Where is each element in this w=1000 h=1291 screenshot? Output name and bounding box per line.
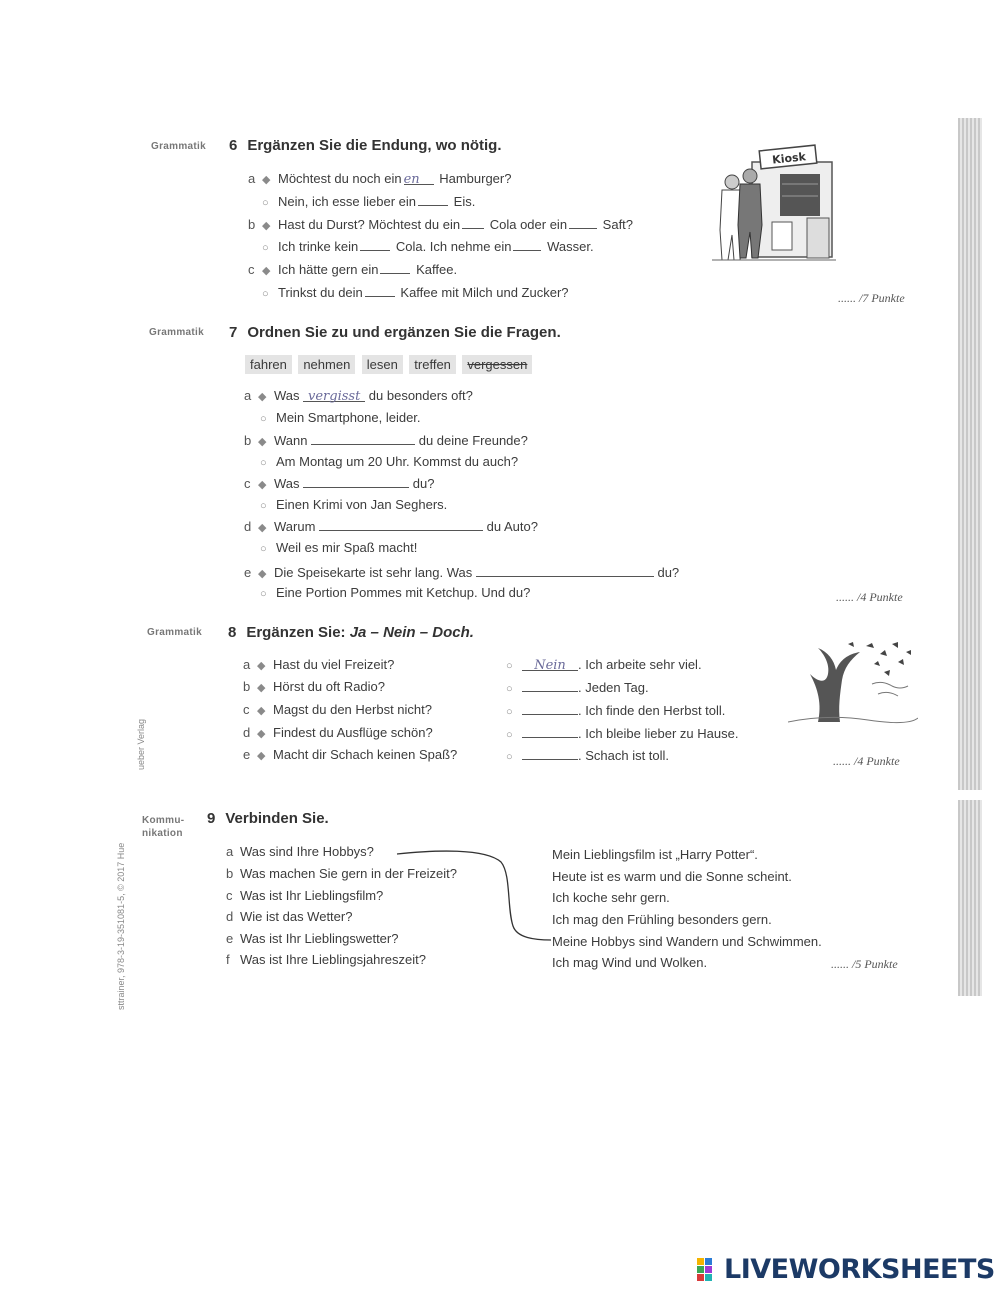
word-fahren: fahren [245,355,292,374]
ex6-ending-blank[interactable] [513,238,541,251]
ex9-item-letter: c [226,888,233,903]
ex7-item-letter: a [244,388,252,403]
ex7-item-letter: b [244,433,252,448]
ex7-text-after: du? [412,476,435,491]
ex8-bullet-circle: ○ [506,729,513,741]
ex8-reply-text: . Schach ist toll. [578,748,670,763]
ex7-title-text: Ordnen Sie zu und ergänzen Sie die Fragen. [247,324,561,341]
ex7-text-before: Die Speisekarte ist sehr lang. Was [274,565,473,580]
ex7-bullet: ○ [260,543,267,555]
ex8-question-text: Hast du viel Freizeit? [273,657,395,672]
ex9-item-letter: e [226,931,234,946]
ex8-question-d [243,725,433,740]
ex9-number: 9 [207,810,216,827]
ex8-question-text: Findest du Ausflüge schön? [273,725,433,740]
ex8-title-italic: Ja – Nein – Doch. [349,624,474,641]
ex6-line-reply-3 [248,238,594,254]
ex8-item-letter: a [243,657,251,672]
ex7-bullet: ◆ [258,479,267,491]
ex6-ending-blank[interactable] [462,216,484,229]
ex6-title-text: Ergänzen Sie die Endung, wo nötig. [247,137,502,154]
ex7-number: 7 [229,324,238,341]
kiosk-illustration [712,140,836,265]
ex8-answer-c [506,702,725,718]
ex7-bullet: ○ [260,588,267,600]
ex8-bullet-circle: ○ [506,683,513,695]
ex8-item-letter: c [243,702,250,717]
ex9-question-c[interactable] [226,888,383,903]
ex9-question-text: Was ist Ihr Lieblingsfilm? [240,888,384,903]
ex7-text-before: Was [274,476,300,491]
ex7-text-before: Am Montag um 20 Uhr. Kommst du auch? [276,454,519,469]
ex6-text-part: Möchtest du noch ein [278,171,402,186]
page-edge-strip-top [958,118,982,790]
ex7-category: Grammatik [149,327,204,338]
liveworksheets-logo-icon [697,1258,721,1282]
ex7-title [229,324,561,341]
ex6-line-a-0 [248,171,511,186]
ex7-answer-blank[interactable] [319,518,483,531]
ex7-answer-blank[interactable] [476,564,654,577]
ex6-bullet: ◆ [262,265,271,277]
ex6-item-letter: b [248,217,256,232]
ex8-title-prefix: Ergänzen Sie: [246,624,350,641]
ex6-number: 6 [229,137,238,154]
ex9-answer-5[interactable]: Ich mag Wind und Wolken. [552,955,708,970]
ex7-text-before: Einen Krimi von Jan Seghers. [276,497,448,512]
ex6-points: ...... /7 Punkte [838,291,905,305]
ex8-answer-b [506,679,649,695]
word-lesen: lesen [362,355,403,374]
ex6-text-part: Cola oder ein [489,217,568,232]
ex6-bullet: ○ [262,288,269,300]
ex7-line-7 [260,540,417,555]
ex6-text-part: Saft? [602,217,634,232]
ex7-line-9 [260,585,530,600]
ex6-bullet: ◆ [262,174,271,186]
ex8-answer-blank[interactable] [522,702,578,715]
ex8-bullet-diamond: ◆ [257,750,266,762]
ex9-answer-1[interactable]: Heute ist es warm und die Sonne scheint. [552,869,792,884]
ex8-question-text: Magst du den Herbst nicht? [273,702,432,717]
kiosk-sign-text: Kiosk [771,150,807,167]
ex7-answer-blank[interactable]: vergisst [303,389,365,402]
ex6-line-c-4 [248,261,457,277]
ex9-question-a[interactable] [226,844,374,859]
ex6-ending-blank[interactable] [380,261,410,274]
ex6-ending-blank[interactable] [365,284,395,297]
ex7-text-after: du besonders oft? [368,388,473,403]
ex7-bullet: ◆ [258,522,267,534]
ex7-text-before: Wann [274,433,308,448]
ex7-item-letter: e [244,565,252,580]
ex6-item-letter: a [248,171,256,186]
ex8-bullet-diamond: ◆ [257,660,266,672]
ex6-text-part: Cola. Ich nehme ein [395,239,512,254]
ex6-text-part: Hamburger? [439,171,512,186]
ex7-bullet: ◆ [258,568,267,580]
ex9-category-line2: nikation [142,828,183,839]
ex6-text-part: Wasser. [547,239,594,254]
ex7-line-6 [244,518,538,534]
ex9-question-text: Wie ist das Wetter? [240,909,353,924]
ex7-answer-blank[interactable] [303,475,409,488]
ex8-reply-text: . Ich arbeite sehr viel. [578,657,702,672]
ex9-item-letter: d [226,909,234,924]
ex6-ending-blank[interactable] [360,238,390,251]
ex8-reply-text: . Ich bleibe lieber zu Hause. [578,726,739,741]
ex8-item-letter: d [243,725,251,740]
ex6-text-part: Nein, ich esse lieber ein [278,194,417,209]
ex7-text-after: du deine Freunde? [418,433,528,448]
ex6-ending-blank[interactable]: en [404,172,434,185]
ex9-item-letter: f [226,952,230,967]
ex9-answer-2[interactable]: Ich koche sehr gern. [552,890,670,905]
ex6-text-part: Hast du Durst? Möchtest du ein [278,217,461,232]
ex8-answer-d [506,725,738,741]
ex7-line-8 [244,564,679,580]
ex6-ending-blank[interactable] [418,193,448,206]
ex9-points: ...... /5 Punkte [831,957,898,971]
ex6-line-reply-5 [248,284,569,300]
ex8-bullet-diamond: ◆ [257,728,266,740]
ex6-line-b-2 [248,216,633,232]
ex6-text-part: Kaffee mit Milch und Zucker? [400,285,569,300]
ex8-title [228,624,474,641]
ex8-points: ...... /4 Punkte [833,754,900,768]
margin-isbn-text: sttrainer, 978-3-19-351081-5, © 2017 Hue [116,842,126,1010]
ex8-bullet-diamond: ◆ [257,705,266,717]
ex8-question-text: Macht dir Schach keinen Spaß? [273,747,458,762]
ex7-line-4 [244,475,434,491]
ex7-text-before: Eine Portion Pommes mit Ketchup. Und du? [276,585,531,600]
ex8-question-a [243,657,394,672]
page-edge-strip-bottom [958,800,982,996]
ex7-bullet: ◆ [258,391,267,403]
ex8-answer-blank[interactable] [522,747,578,760]
ex9-answer-4[interactable]: Meine Hobbys sind Wandern und Schwimmen. [552,934,822,949]
ex9-item-letter: b [226,866,234,881]
ex8-question-e [243,747,457,762]
ex9-answer-0[interactable]: Mein Lieblingsfilm ist „Harry Potter“. [552,847,758,862]
ex9-question-e[interactable] [226,931,398,946]
ex7-line-2 [244,432,528,448]
ex9-title [207,810,329,827]
ex6-text-part: Trinkst du dein [278,285,363,300]
ex8-answer-e [506,747,669,763]
word-treffen: treffen [409,355,456,374]
ex8-category: Grammatik [147,627,202,638]
ex8-question-c [243,702,432,717]
ex6-text-part: Ich hätte gern ein [278,262,379,277]
ex6-line-reply-1 [248,193,475,209]
ex7-text-before: Mein Smartphone, leider. [276,410,421,425]
ex6-category: Grammatik [151,141,206,152]
ex8-answer-blank[interactable]: Nein [522,658,578,671]
ex7-line-1 [260,410,421,425]
ex8-bullet-circle: ○ [506,660,513,672]
ex9-question-text: Was ist Ihre Lieblingsjahreszeit? [240,952,426,967]
ex7-line-5 [260,497,447,512]
ex7-text-after: du? [657,565,680,580]
ex6-bullet: ○ [262,197,269,209]
ex7-bullet: ○ [260,413,267,425]
ex6-bullet: ○ [262,242,269,254]
ex9-question-f[interactable] [226,952,426,967]
ex8-reply-text: . Ich finde den Herbst toll. [578,703,726,718]
ex9-connection-line [395,848,555,948]
ex7-answer-blank[interactable] [311,432,415,445]
ex8-answer-a [506,657,702,672]
ex7-line-3 [260,454,518,469]
ex9-question-text: Was machen Sie gern in der Freizeit? [240,866,458,881]
ex6-bullet: ◆ [262,220,271,232]
ex8-answer-blank[interactable] [522,679,578,692]
ex9-answer-3[interactable]: Ich mag den Frühling besonders gern. [552,912,772,927]
ex8-question-text: Hörst du oft Radio? [273,679,386,694]
ex8-bullet-diamond: ◆ [257,682,266,694]
ex9-question-text: Was ist Ihr Lieblingswetter? [240,931,399,946]
ex7-bullet: ○ [260,500,267,512]
ex7-text-before: Weil es mir Spaß macht! [276,540,418,555]
ex7-bullet: ◆ [258,436,267,448]
liveworksheets-logo-text: LIVEWORKSHEETS [724,1254,995,1285]
ex8-bullet-circle: ○ [506,751,513,763]
ex8-bullet-circle: ○ [506,706,513,718]
ex6-ending-blank[interactable] [569,216,597,229]
ex9-title-text: Verbinden Sie. [225,810,329,827]
ex7-text-after: du Auto? [486,519,538,534]
ex7-line-0 [244,388,473,403]
word-vergessen: vergessen [462,355,532,374]
ex9-category-line1: Kommu- [142,815,185,826]
margin-publisher-text: ueber Verlag [136,718,146,770]
ex7-word-bank [245,355,534,374]
ex6-text-part: Ich trinke kein [278,239,359,254]
ex8-number: 8 [228,624,237,641]
ex9-question-text: Was sind Ihre Hobbys? [240,844,374,859]
ex8-reply-text: . Jeden Tag. [578,680,649,695]
ex7-text-before: Was [274,388,300,403]
ex6-item-letter: c [248,262,255,277]
ex8-item-letter: e [243,747,251,762]
ex7-points: ...... /4 Punkte [836,590,903,604]
ex9-item-letter: a [226,844,234,859]
word-nehmen: nehmen [298,355,355,374]
ex6-title [229,137,502,154]
ex7-item-letter: d [244,519,252,534]
autumn-tree-illustration [788,634,918,726]
ex8-item-letter: b [243,679,251,694]
ex8-answer-blank[interactable] [522,725,578,738]
ex7-item-letter: c [244,476,251,491]
ex6-text-part: Kaffee. [416,262,458,277]
ex7-bullet: ○ [260,457,267,469]
ex8-question-b [243,679,385,694]
ex9-question-d[interactable] [226,909,352,924]
ex7-text-before: Warum [274,519,316,534]
ex6-text-part: Eis. [453,194,476,209]
